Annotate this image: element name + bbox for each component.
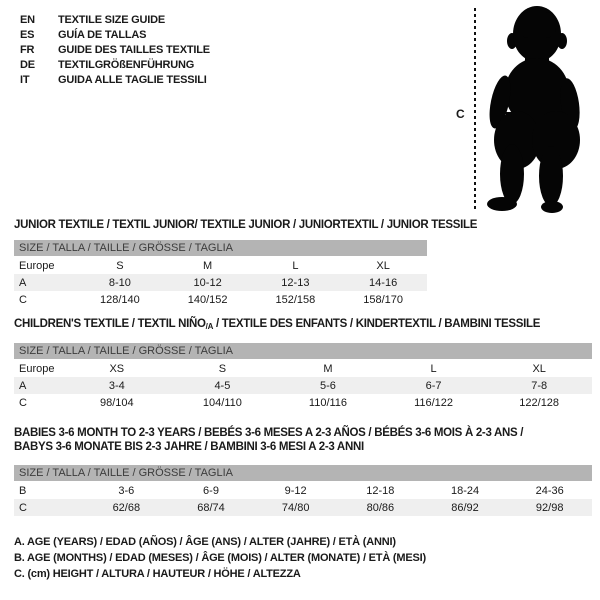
table-cell: 122/128	[519, 396, 560, 409]
language-row-de	[20, 58, 210, 73]
table-cell: 110/116	[308, 396, 348, 409]
language-row-es	[20, 28, 210, 43]
table-body	[14, 360, 592, 411]
table-cell: 86/92	[451, 501, 479, 514]
language-row-fr	[20, 43, 210, 58]
table-cell: 128/140	[99, 293, 140, 306]
table-cell: 116/122	[414, 396, 454, 409]
table-cell: 104/110	[202, 396, 242, 409]
table-header-bar: SIZE / TALLA / TAILLE / GRÖSSE / TAGLIA	[14, 465, 592, 481]
table-cell: 80/86	[366, 501, 395, 514]
table-title-text: / TEXTILE DES ENFANTS / KINDERTEXTIL / BAMBINI TESSILE	[213, 318, 541, 330]
table-header-bar: SIZE / TALLA / TAILLE / GRÖSSE / TAGLIA	[14, 343, 592, 359]
table-cell: 68/74	[197, 501, 225, 514]
table-body	[14, 257, 427, 308]
language-label: TEXTILGRÖßENFÜHRUNG	[58, 59, 195, 71]
language-list	[20, 13, 210, 88]
table-row	[14, 291, 427, 308]
table-row	[14, 482, 592, 499]
footnotes	[14, 534, 426, 582]
table-cell: 98/104	[99, 396, 134, 409]
row-label: A	[19, 276, 27, 289]
row-label: Europe	[19, 259, 55, 272]
table-row	[14, 360, 592, 377]
table-cell: 9-12	[284, 484, 307, 497]
table-row	[14, 257, 427, 274]
table-cell: 10-12	[193, 276, 222, 289]
table-cell: 3-4	[108, 379, 125, 392]
table-row	[14, 274, 427, 291]
footnote-c: C. (cm) HEIGHT / ALTURA / HAUTEUR / HÖHE / ALTEZZA	[14, 568, 301, 580]
language-code: EN	[20, 14, 35, 26]
table-body	[14, 482, 592, 516]
table-cell: 140/152	[187, 293, 228, 306]
language-code: DE	[20, 59, 35, 71]
table-cell: 152/158	[275, 293, 316, 306]
toddler-silhouette-icon	[480, 2, 585, 214]
row-label: C	[19, 293, 27, 306]
table-cell: XS	[109, 362, 125, 375]
table-cell: 7-8	[531, 379, 548, 392]
table-cell: L	[292, 259, 299, 272]
table-row	[14, 377, 592, 394]
table-cell: 5-6	[320, 379, 336, 392]
table-title-subscript: /A	[205, 322, 214, 331]
table-cell: 4-5	[214, 379, 231, 392]
table-cell: S	[218, 362, 227, 375]
table-cell: M	[203, 259, 213, 272]
table-cell: XL	[532, 362, 546, 375]
language-code: ES	[20, 29, 35, 41]
height-measure-dashed-line	[474, 8, 476, 210]
table-cell: M	[323, 362, 333, 375]
row-label: C	[19, 501, 27, 514]
language-code: IT	[20, 74, 30, 86]
table-title-text: CHILDREN'S TEXTILE / TEXTIL NIÑO	[14, 318, 206, 330]
language-label: GUIDE DES TAILLES TEXTILE	[58, 44, 210, 56]
table-cell: 12-13	[281, 276, 310, 289]
footnote-b: B. AGE (MONTHS) / EDAD (MESES) / ÂGE (MOIS) / ALTER (MONATE) / ETÀ (MESI)	[14, 552, 426, 564]
table-cell: 12-18	[366, 484, 395, 497]
row-label: Europe	[19, 362, 55, 375]
table-cell: 74/80	[281, 501, 310, 514]
table-cell: 24-36	[535, 484, 564, 497]
table-title	[14, 426, 592, 454]
table-cell: 14-16	[369, 276, 398, 289]
table-cell: 158/170	[363, 293, 403, 306]
language-label: GUÍA DE TALLAS	[58, 29, 147, 41]
table-cell: 18-24	[450, 484, 480, 497]
table-cell: L	[430, 362, 437, 375]
children-textile-table	[14, 317, 592, 411]
footnote-a: A. AGE (YEARS) / EDAD (AÑOS) / ÂGE (ANS) / ALTER (JAHRE) / ETÀ (ANNI)	[14, 536, 396, 548]
row-label: C	[19, 396, 27, 409]
table-cell: S	[116, 259, 124, 272]
table-row	[14, 499, 592, 516]
table-cell: 6-7	[425, 379, 442, 392]
table-title	[14, 317, 592, 334]
table-cell: 92/98	[535, 501, 564, 514]
table-cell: 8-10	[108, 276, 131, 289]
row-label: B	[19, 484, 27, 497]
table-title-line: BABIES 3-6 MONTH TO 2-3 YEARS / BEBÉS 3-6 MESES A 2-3 AÑOS / BÉBÉS 3-6 MOIS À 2-3 ANS /	[14, 427, 524, 439]
language-row-en	[20, 13, 210, 28]
language-code: FR	[20, 44, 35, 56]
table-cell: 62/68	[112, 501, 141, 514]
table-row	[14, 394, 592, 411]
table-header-bar: SIZE / TALLA / TAILLE / GRÖSSE / TAGLIA	[14, 240, 427, 256]
table-cell: 6-9	[203, 484, 219, 497]
table-title: JUNIOR TEXTILE / TEXTIL JUNIOR/ TEXTILE JUNIOR / JUNIORTEXTIL / JUNIOR TESSILE	[14, 219, 478, 231]
row-label: A	[19, 379, 27, 392]
table-title-line: BABYS 3-6 MONATE BIS 2-3 JAHRE / BAMBINI 3-6 MESI A 2-3 ANNI	[14, 441, 364, 453]
language-row-it	[20, 73, 210, 88]
table-cell: XL	[376, 259, 390, 272]
language-label: GUIDA ALLE TAGLIE TESSILI	[58, 74, 207, 86]
table-cell: 3-6	[118, 484, 135, 497]
height-measure-label: C	[456, 107, 465, 121]
babies-textile-table	[14, 426, 592, 516]
junior-textile-table	[14, 218, 478, 308]
language-label: TEXTILE SIZE GUIDE	[58, 14, 166, 26]
